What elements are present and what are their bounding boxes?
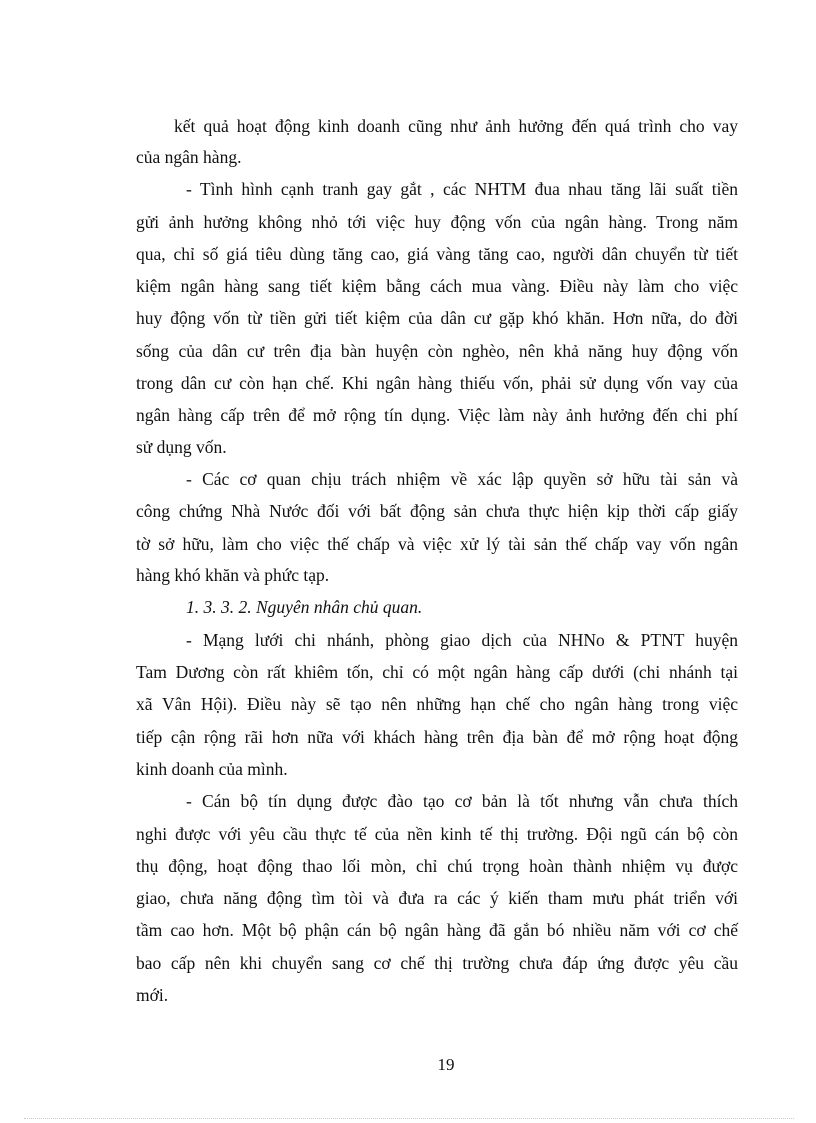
body-text-line: tờ sở hữu, làm cho việc thế chấp và việc xử lý tài sản thế chấp vay vốn ngân xyxy=(136,534,738,554)
body-text-line: mới. xyxy=(136,985,169,1005)
body-text-line: Tam Dương còn rất khiêm tốn, chỉ có một ngân hàng cấp dưới (chi nhánh tại xyxy=(136,662,738,682)
body-text-line: công chứng Nhà Nước đối với bất động sản chưa thực hiện kịp thời cấp giấy xyxy=(136,501,738,521)
body-text-line: - Các cơ quan chịu trách nhiệm về xác lập quyền sở hữu tài sản và xyxy=(186,469,738,489)
body-text-line: xã Vân Hội). Điều này sẽ tạo nên những hạn chế cho ngân hàng trong việc xyxy=(136,694,738,714)
body-text-line: kết quả hoạt động kinh doanh cũng như ảnh hưởng đến quá trình cho vay xyxy=(174,116,738,136)
body-text-line: - Mạng lưới chi nhánh, phòng giao dịch của NHNo & PTNT huyện xyxy=(186,630,738,650)
body-text-line: huy động vốn từ tiền gửi tiết kiệm của dân cư gặp khó khăn. Hơn nữa, do đời xyxy=(136,308,738,328)
body-text-line: sống của dân cư trên địa bàn huyện còn nghèo, nên khả năng huy động vốn xyxy=(136,341,738,361)
body-text-line: - Cán bộ tín dụng được đào tạo cơ bản là tốt nhưng vẫn chưa thích xyxy=(186,791,738,811)
body-text-line: trong dân cư còn hạn chế. Khi ngân hàng thiếu vốn, phải sử dụng vốn vay của xyxy=(136,373,738,393)
body-text-line: bao cấp nên khi chuyển sang cơ chế thị trường chưa đáp ứng được yêu cầu xyxy=(136,953,738,973)
body-text-line: tầm cao hơn. Một bộ phận cán bộ ngân hàng đã gắn bó nhiều năm với cơ chế xyxy=(136,920,738,940)
body-text-line: hàng khó khăn và phức tạp. xyxy=(136,565,330,585)
body-text-line: tiếp cận rộng rãi hơn nữa với khách hàng trên địa bàn để mở rộng hoạt động xyxy=(136,727,738,747)
body-text-line: giao, chưa năng động tìm tòi và đưa ra các ý kiến tham mưu phát triển với xyxy=(136,888,738,908)
body-text-line: thụ động, hoạt động thao lối mòn, chỉ chú trọng hoàn thành nhiệm vụ được xyxy=(136,856,738,876)
body-text-line: nghi được với yêu cầu thực tế của nền kinh tế thị trường. Đội ngũ cán bộ còn xyxy=(136,824,738,844)
page-bottom-divider xyxy=(24,1118,794,1119)
body-text-line: gửi ảnh hưởng không nhỏ tới việc huy động vốn của ngân hàng. Trong năm xyxy=(136,212,738,232)
body-text-line: kiệm ngân hàng sang tiết kiệm bằng cách mua vàng. Điều này làm cho việc xyxy=(136,276,738,296)
body-text-line: ngân hàng cấp trên để mở rộng tín dụng. Việc làm này ảnh hưởng đến chi phí xyxy=(136,405,738,425)
body-text-line: - Tình hình cạnh tranh gay gắt , các NHTM đua nhau tăng lãi suất tiền xyxy=(186,179,738,199)
section-heading: 1. 3. 3. 2. Nguyên nhân chủ quan. xyxy=(186,597,423,617)
body-text-line: sử dụng vốn. xyxy=(136,437,227,457)
body-text-line: qua, chỉ số giá tiêu dùng tăng cao, giá vàng tăng cao, người dân chuyển từ tiết xyxy=(136,244,738,264)
body-text-line: kinh doanh của mình. xyxy=(136,759,288,779)
page-number: 19 xyxy=(437,1055,455,1074)
body-text-line: của ngân hàng. xyxy=(136,147,242,167)
